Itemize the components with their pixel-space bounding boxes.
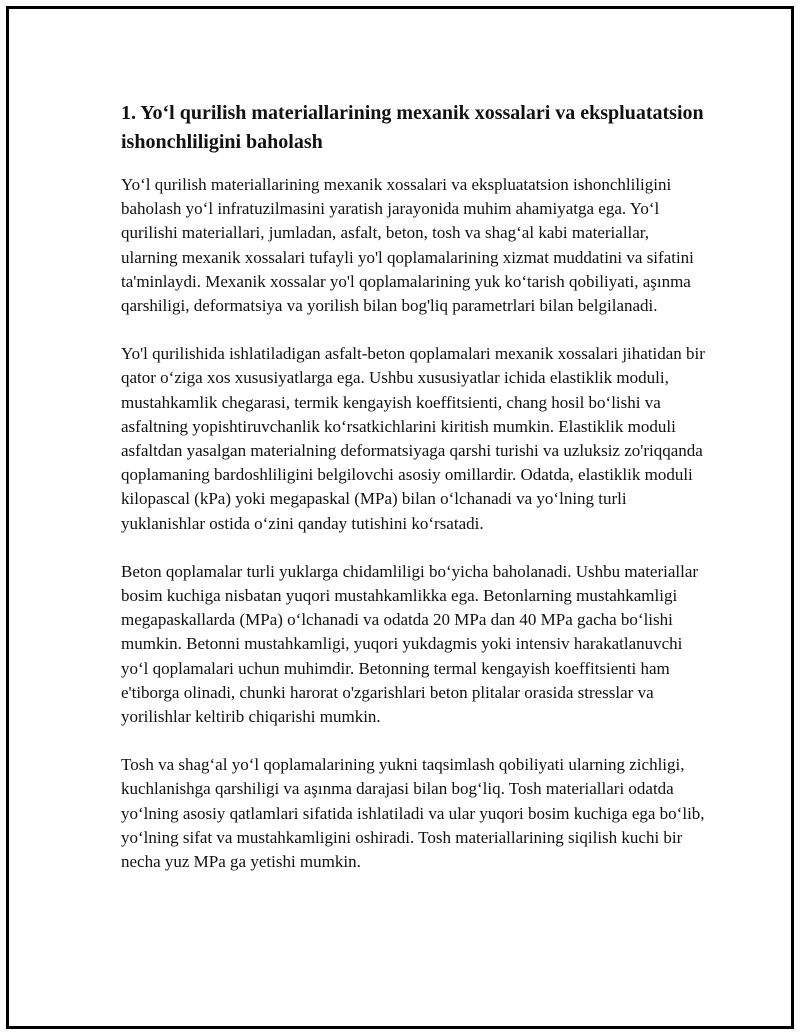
section-heading: 1. Yo‘l qurilish materiallarining mexanik xossalari va ekspluatatsion ishonchliligini baholash xyxy=(121,102,704,153)
paragraph-3: Beton qoplamalar turli yuklarga chidamliligi bo‘yicha baholanadi. Ushbu materiallar bosim kuchiga nisbatan yuqori mustahkamlikka ega. Betonlarning mustahkamligi megapaskallarda (MPa) o‘lchanadi va odatda 20 MPa dan 40 MPa gacha bo‘lishi mumkin. Betonni mustahkamligi, yuqori yukdagmis yoki intensiv harakatlanuvchi yo‘l qoplamalari uchun muhimdir. Betonning termal kengayish koeffitsienti ham e'tiborga olinadi, chunki harorat o'zgarishlari beton plitalar orasida stresslar va yorilishlar keltirib chiqarishi mumkin. xyxy=(121,561,699,727)
document-body xyxy=(121,99,707,898)
paragraph-2: Yo'l qurilishida ishlatiladigan asfalt-beton qoplamalari mexanik xossalari jihatidan bir qator o‘ziga xos xususiyatlarga ega. Ushbu xususiyatlar ichida elastiklik moduli, mustahkamlik chegarasi, termik kengayish koeffitsienti, chang hosil bo‘lishi va asfaltning yopishtiruvchanlik ko‘rsatkichlarini kiritish mumkin. Elastiklik moduli asfaltdan yasalgan materialning deformatsiyaga qarshi turishi va uzluksiz zo'riqqanda qoplamaning bardoshliligini belgilovchi asosiy omillardir. Odatda, elastiklik moduli kilopascal (kPa) yoki megapaskal (MPa) bilan o‘lchanadi va yo‘lning turli yuklanishlar ostida o‘zini qanday tutishini ko‘rsatadi. xyxy=(121,344,705,533)
page-frame xyxy=(6,6,794,1029)
paragraph-4: Tosh va shag‘al yo‘l qoplamalarining yukni taqsimlash qobiliyati ularning zichligi, kuchlanishga qarshiligi va aşınma darajasi bilan bog‘liq. Tosh materiallari odatda yo‘lning asosiy qatlamlari sifatida ishlatiladi va ular yuqori bosim kuchiga ega bo‘lib, yo‘lning sifat va mustahkamligini oshiradi. Tosh materiallarining siqilish kuchi bir necha yuz MPa ga yetishi mumkin. xyxy=(121,755,705,872)
paragraph-1: Yo‘l qurilish materiallarining mexanik xossalari va ekspluatatsion ishonchliligini baholash yo‘l infratuzilmasini yaratish jarayonida muhim ahamiyatga ega. Yo‘l qurilishi materiallari, jumladan, asfalt, beton, tosh va shag‘al kabi materiallar, ularning mexanik xossalari tufayli yo'l qoplamalarining xizmat muddatini va sifatini ta'minlaydi. Mexanik xossalar yo'l qoplamalarining yuk ko‘tarish qobiliyati, aşınma qarshiligi, deformatsiya va yorilish bilan bog'liq parametrlari bilan belgilanadi. xyxy=(121,175,694,316)
